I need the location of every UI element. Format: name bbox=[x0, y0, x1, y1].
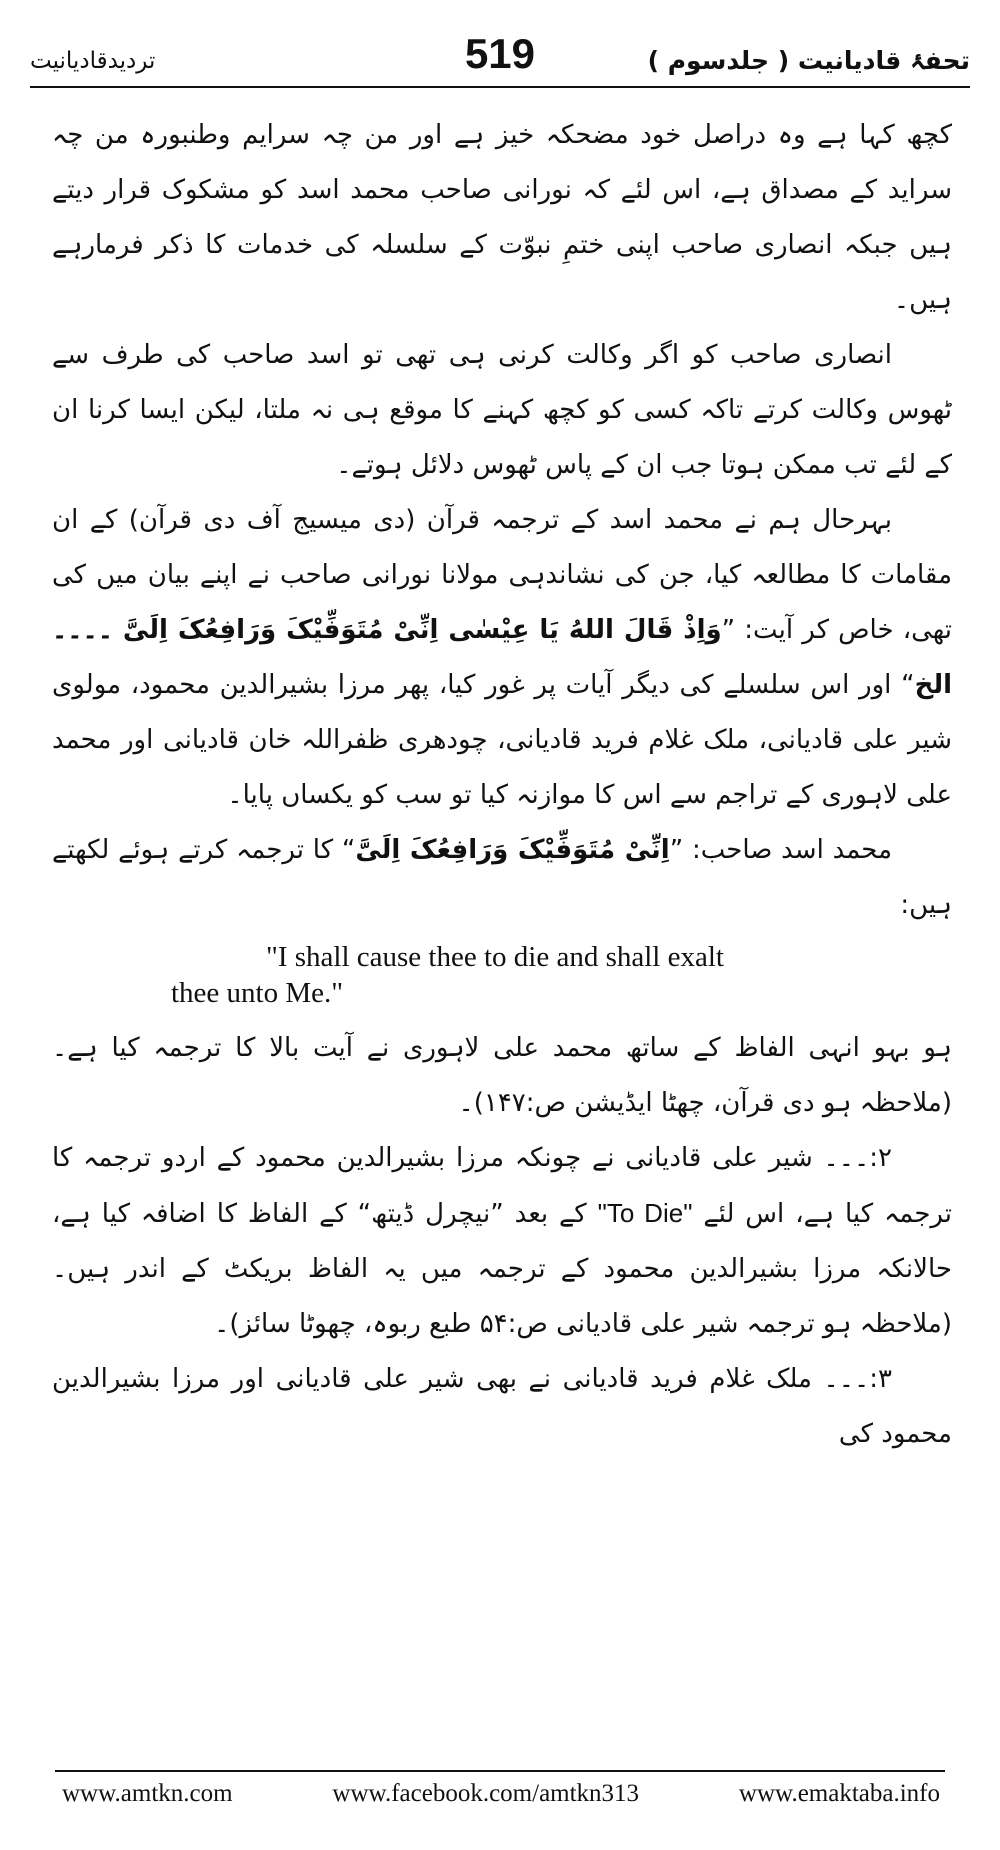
paragraph-6 bbox=[52, 1131, 952, 1352]
paragraph-6-start: ۲:۔۔۔ شیر علی قادیانی نے چونکہ مرزا بشیرالدین محمود کے اردو ترجمہ کا ترجمہ کیا ہے، اس لئے bbox=[52, 1143, 952, 1229]
page-footer bbox=[62, 1780, 940, 1808]
paragraph-7: ۳:۔۔۔ ملک غلام فرید قادیانی نے بھی شیر علی قادیانی اور مرزا بشیرالدین محمود کی bbox=[52, 1364, 952, 1449]
paragraph-3-start: بہرحال ہم نے محمد اسد کے ترجمہ قرآن (دی میسیج آف دی قرآن) کے ان مقامات کا مطالعہ کیا، جن کی نشاندہی مولانا نورانی صاحب نے اپنے بیان میں کی تھی، خاص کر آیت: ” bbox=[52, 505, 952, 645]
paragraph-1: کچھ کہا ہے وہ دراصل خود مضحکہ خیز ہے اور من چہ سرایم وطنبورہ من چہ سراید کے مصداق ہے، اس لئے کہ نورانی صاحب محمد اسد کو مشکوک قرار دیتے ہیں جبکہ انصاری صاحب اپنی ختمِ نبوّت کے سلسلہ کی خدمات کا ذکر فرمارہے ہیں۔ bbox=[52, 120, 952, 315]
paragraph-3-end: “ اور اس سلسلے کی دیگر آیات پر غور کیا، پھر مرزا بشیرالدین محمود، مولوی شیر علی قادیانی، ملک غلام فرید قادیانی، چودھری ظفراللہ خان قادیانی اور محمد علی لاہوری کے تراجم سے اس کا موازنہ کیا تو سب کو یکساں پایا۔ bbox=[52, 670, 952, 810]
english-quote-line-2: thee unto Me." bbox=[171, 977, 344, 1009]
paragraph-4 bbox=[52, 823, 952, 933]
footer-link-emaktaba[interactable]: www.emaktaba.info bbox=[738, 1780, 940, 1807]
english-quote bbox=[56, 939, 948, 1011]
page-number: 519 bbox=[464, 30, 536, 77]
paragraph-4-start: محمد اسد صاحب: ” bbox=[669, 835, 892, 865]
page-header bbox=[30, 28, 970, 84]
paragraph-5: ہو بہو انہی الفاظ کے ساتھ محمد علی لاہوری نے آیت بالا کا ترجمہ کیا ہے۔ (ملاحظہ ہو دی قرآن، چھٹا ایڈیشن ص:۱۴۷)۔ bbox=[52, 1033, 952, 1118]
paragraph-3 bbox=[52, 493, 952, 823]
quranic-verse-1: وَاِذْ قَالَ اللهُ یَا عِیْسٰی اِنِّیْ مُتَوَفِّیْکَ وَرَافِعُکَ اِلَیَّ ۔۔۔۔الخ bbox=[52, 615, 952, 700]
page-body bbox=[52, 108, 952, 1738]
paragraph-4-end: “ کا ترجمہ کرتے ہوئے لکھتے ہیں: bbox=[52, 835, 952, 920]
english-quote-line-1: "I shall cause thee to die and shall exalt bbox=[266, 941, 724, 973]
paragraph-6-end: کے بعد ”نیچرل ڈیتھ“ کے الفاظ کا اضافہ کیا ہے، حالانکہ مرزا بشیرالدین محمود کے ترجمہ میں یہ الفاظ بریکٹ کے اندر ہیں۔ (ملاحظہ ہو ترجمہ شیر علی قادیانی ص:۵۴ طبع ربوہ، چھوٹا سائز)۔ bbox=[52, 1199, 952, 1339]
running-title-left: تردیدقادیانیت bbox=[30, 48, 156, 74]
footer-divider bbox=[55, 1770, 945, 1772]
paragraph-2: انصاری صاحب کو اگر وکالت کرنی ہی تھی تو اسد صاحب کی طرف سے ٹھوس وکالت کرتے تاکہ کسی کو کچھ کہنے کا موقع ہی نہ ملتا، لیکن ایسا کرنا ان کے لئے تب ممکن ہوتا جب ان کے پاس ٹھوس دلائل ہوتے۔ bbox=[52, 340, 952, 480]
quranic-verse-2: اِنِّیْ مُتَوَفِّیْکَ وَرَافِعُکَ اِلَیَّ bbox=[355, 835, 670, 865]
header-divider bbox=[30, 86, 970, 88]
inline-english-term: "To Die" bbox=[597, 1198, 693, 1228]
running-title-right: تحفۂ قادیانیت ( جلدسوم ) bbox=[647, 46, 970, 75]
footer-link-amtkn[interactable]: www.amtkn.com bbox=[62, 1780, 233, 1807]
footer-link-facebook[interactable]: www.facebook.com/amtkn313 bbox=[332, 1780, 640, 1807]
